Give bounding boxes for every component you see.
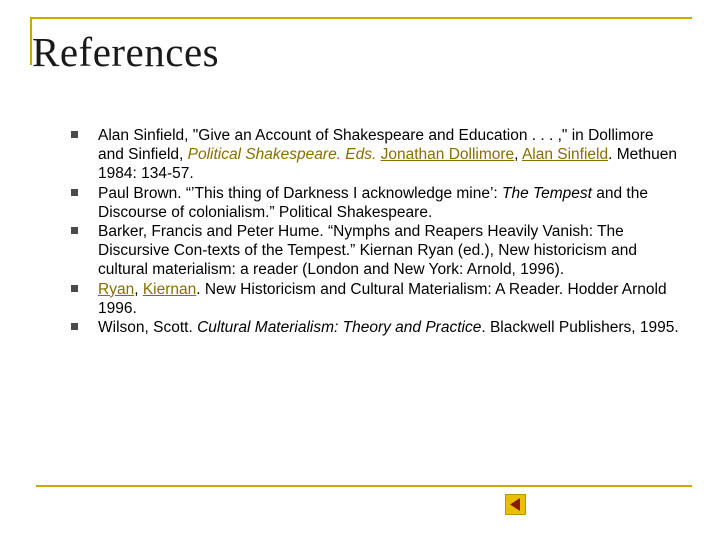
square-bullet-icon bbox=[71, 189, 78, 196]
reference-item: Alan Sinfield, "Give an Account of Shakespeare and Education . . . ," in Dollimore and Sinfield, Political Shakespeare. Eds. Jonathan Dollimore, Alan Sinfield. Methuen 1984: 134-57. bbox=[60, 126, 680, 184]
reference-item: Paul Brown. “’This thing of Darkness I acknowledge mine’: The Tempest and the Discourse of colonialism.” Political Shakespeare. bbox=[60, 184, 680, 222]
book-title: Political Shakespeare. Eds. bbox=[187, 146, 377, 164]
author-link-ryan[interactable]: Ryan bbox=[98, 280, 135, 298]
reference-text: Paul Brown. “’This thing of Darkness I acknowledge mine’: bbox=[98, 184, 503, 202]
book-title: Cultural Materialism: Theory and Practice bbox=[197, 319, 482, 337]
reference-item bbox=[60, 222, 680, 280]
reference-text: . New Historicism and Cultural Materialism: A Reader. Hodder Arnold 1996. bbox=[98, 280, 667, 317]
reference-text: Wilson, Scott. bbox=[98, 319, 198, 337]
footer-rule bbox=[36, 485, 692, 487]
square-bullet-icon bbox=[71, 227, 78, 234]
reference-text: Barker, Francis and Peter Hume. “Nymphs and Reapers Heavily Vanish: The Discursive Con-texts of the Tempest.” Kiernan Ryan (ed.), New historicism and cultural materialism: a reader (London and New York: Arnold, 1996). bbox=[98, 223, 637, 279]
reference-text: Alan Sinfield, "Give an Account of Shakespeare and Education . . . ," in Dollimore and Sinfield, bbox=[98, 127, 654, 164]
author-link-kiernan[interactable]: Kiernan bbox=[142, 280, 197, 298]
author-link-alan-sinfield[interactable]: Alan Sinfield bbox=[521, 146, 609, 164]
reference-list bbox=[60, 126, 680, 337]
square-bullet-icon bbox=[71, 131, 78, 138]
previous-slide-button[interactable] bbox=[505, 494, 526, 515]
reference-item: Wilson, Scott. Cultural Materialism: Theory and Practice. Blackwell Publishers, 1995. bbox=[60, 318, 680, 337]
square-bullet-icon bbox=[71, 323, 78, 330]
title-top-rule bbox=[30, 17, 692, 19]
book-title: The Tempest bbox=[502, 184, 592, 202]
square-bullet-icon bbox=[71, 285, 78, 292]
slide-title: References bbox=[32, 29, 220, 75]
triangle-left-icon bbox=[505, 494, 526, 515]
reference-item: Ryan, Kiernan. New Historicism and Cultural Materialism: A Reader. Hodder Arnold 1996. bbox=[60, 280, 680, 318]
author-link-jonathan-dollimore[interactable]: Jonathan Dollimore bbox=[380, 146, 515, 164]
